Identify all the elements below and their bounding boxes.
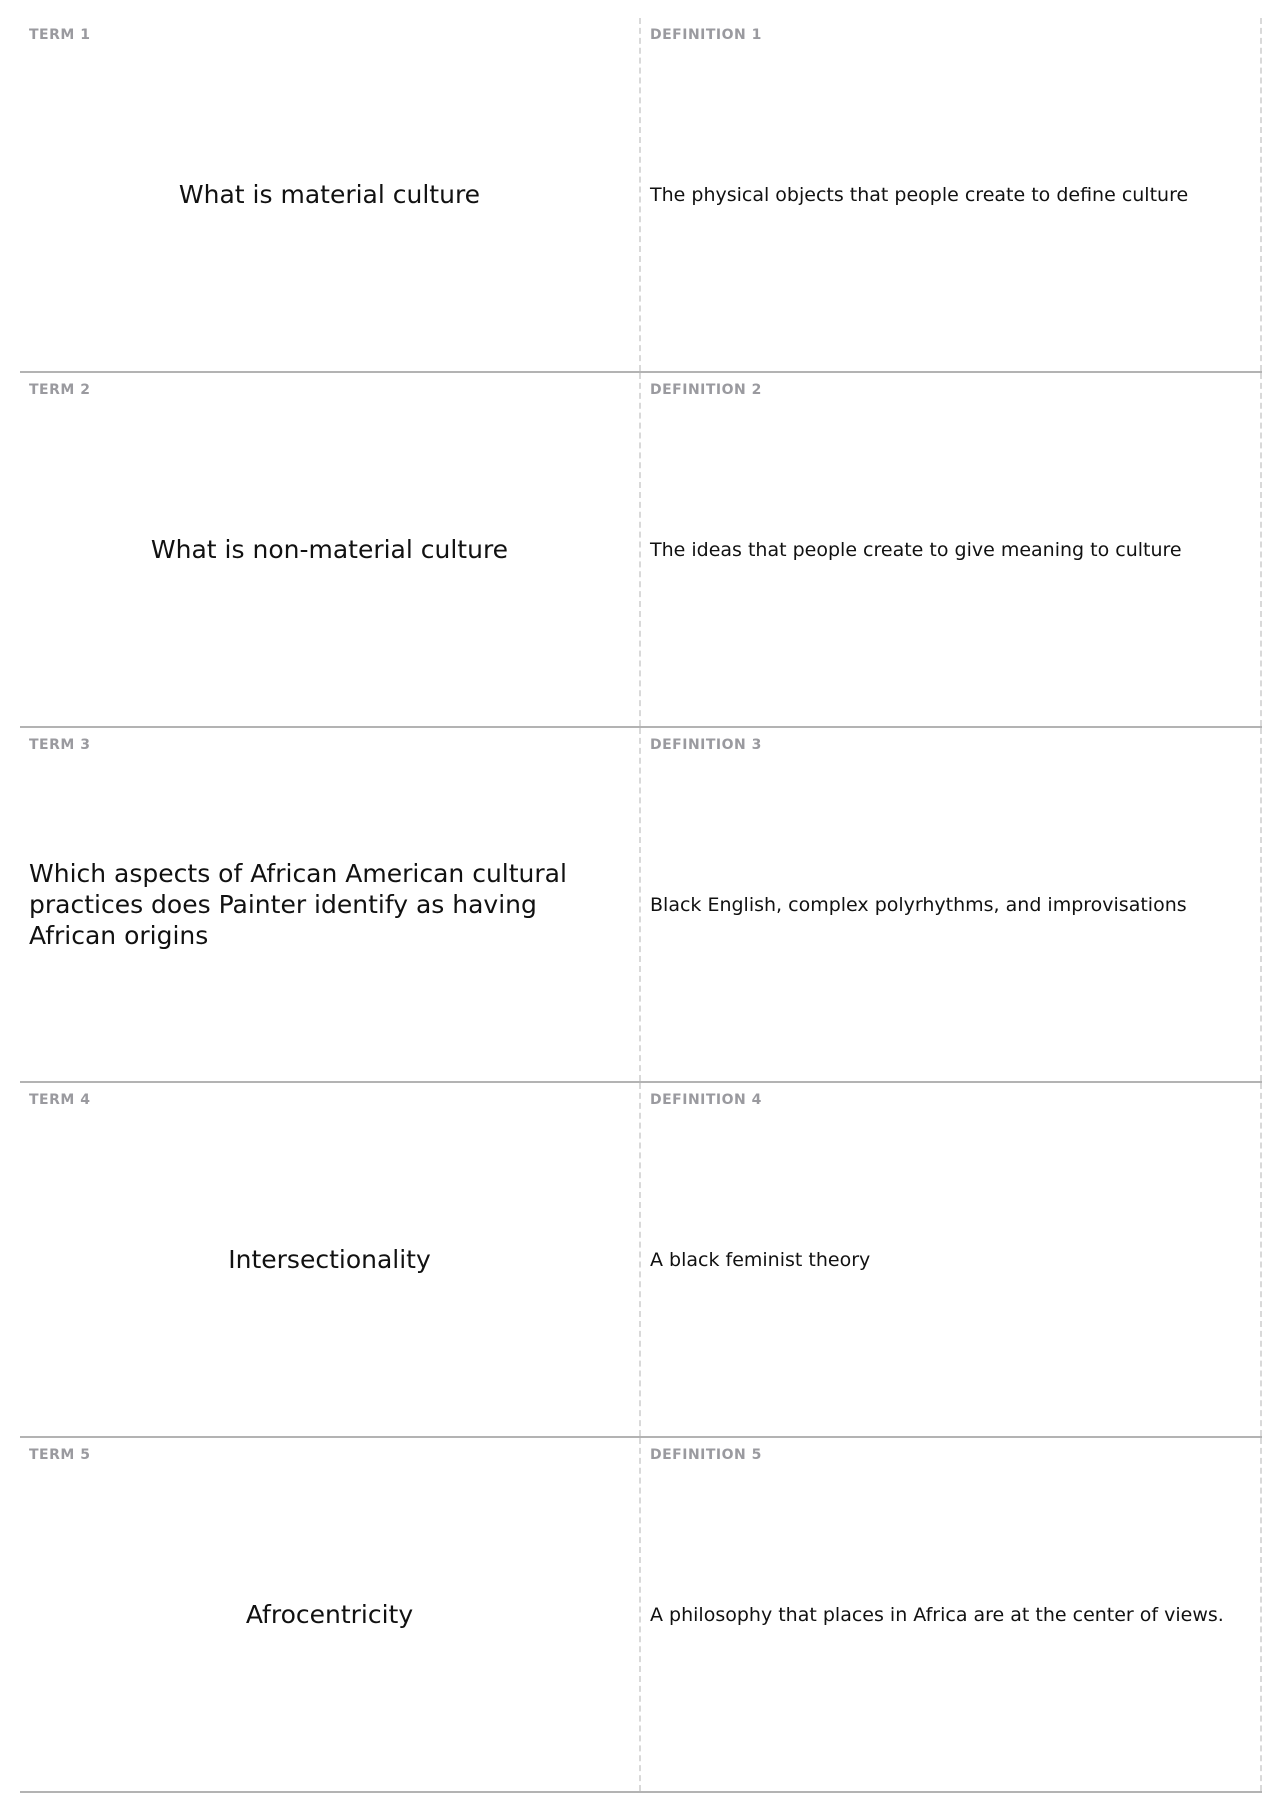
definition-text: A black feminist theory: [650, 1248, 871, 1271]
definition-text: The physical objects that people create to define culture: [650, 183, 1189, 206]
definition-label: DEFINITION 5: [650, 1447, 762, 1463]
term-cell: [20, 1438, 641, 1791]
definition-text: The ideas that people create to give meaning to culture: [650, 538, 1182, 561]
definition-text: Black English, complex polyrhythms, and improvisations: [650, 893, 1187, 916]
term-cell: [20, 1083, 641, 1436]
flashcard: [20, 18, 1262, 373]
flashcard: [20, 1438, 1262, 1793]
term-text: Intersectionality: [228, 1245, 431, 1274]
definition-text: A philosophy that places in Africa are at the center of views.: [650, 1603, 1224, 1626]
term-cell: [20, 18, 641, 371]
term-cell: [20, 373, 641, 726]
flashcard-sheet: [20, 18, 1262, 1793]
definition-label: DEFINITION 2: [650, 382, 762, 398]
term-text: Which aspects of African American cultural practices does Painter identify as having African origins: [29, 859, 567, 950]
definition-label: DEFINITION 1: [650, 27, 762, 43]
term-text: Afrocentricity: [245, 1600, 414, 1629]
term-cell: [20, 728, 641, 1081]
flashcard: [20, 728, 1262, 1083]
definition-cell: [641, 18, 1262, 371]
definition-label: DEFINITION 4: [650, 1092, 762, 1108]
flashcard: [20, 373, 1262, 728]
definition-cell: [641, 728, 1262, 1081]
term-text: What is non-material culture: [150, 535, 509, 564]
term-label: TERM 4: [29, 1092, 91, 1108]
definition-cell: [641, 373, 1262, 726]
flashcard: [20, 1083, 1262, 1438]
definition-cell: [641, 1438, 1262, 1791]
term-label: TERM 5: [29, 1447, 91, 1463]
term-label: TERM 3: [29, 737, 91, 753]
term-text: What is material culture: [178, 180, 481, 209]
definition-label: DEFINITION 3: [650, 737, 762, 753]
definition-cell: [641, 1083, 1262, 1436]
term-label: TERM 1: [29, 27, 91, 43]
term-label: TERM 2: [29, 382, 91, 398]
